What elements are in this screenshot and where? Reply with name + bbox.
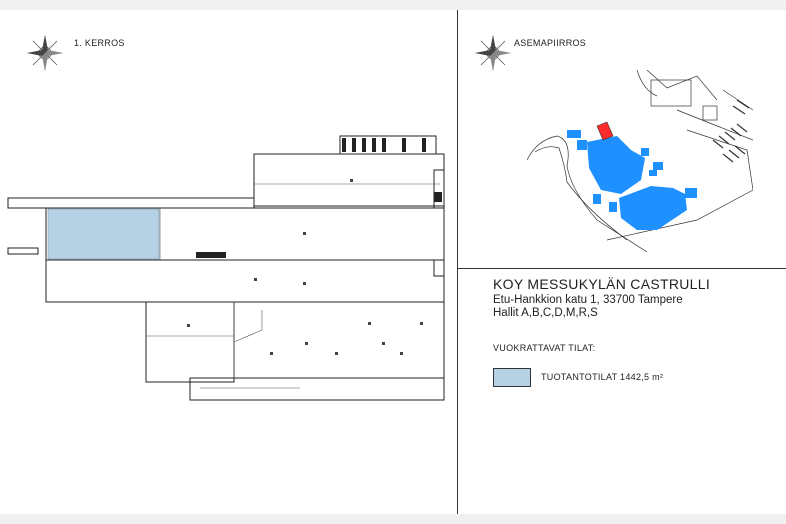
highlighted-production-space xyxy=(48,209,159,259)
property-title: KOY MESSUKYLÄN CASTRULLI xyxy=(493,276,711,292)
floor-label: 1. KERROS xyxy=(74,38,125,48)
hall-lower xyxy=(46,260,444,302)
rentable-spaces-header: VUOKRATTAVAT TILAT: xyxy=(493,343,596,353)
drawing-sheet xyxy=(0,10,786,514)
building-bottom-strip xyxy=(190,378,444,400)
property-address: Etu-Hankkion katu 1, 33700 Tampere xyxy=(493,294,683,306)
horizontal-divider xyxy=(457,268,786,269)
floor-plan xyxy=(0,120,456,410)
hall-bottom-right xyxy=(234,302,444,378)
legend-swatch xyxy=(493,368,531,387)
hall-bottom-left xyxy=(146,302,234,382)
compass-rose-icon xyxy=(474,34,512,72)
building-top xyxy=(254,154,444,206)
site-plan-label: ASEMAPIIRROS xyxy=(514,38,587,48)
compass-rose-icon xyxy=(26,34,64,72)
corridor-strip xyxy=(8,198,254,208)
vertical-divider xyxy=(457,10,458,514)
legend-label: TUOTANTOTILAT 1442,5 m² xyxy=(541,372,664,382)
property-halls: Hallit A,B,C,D,M,R,S xyxy=(493,307,598,319)
site-plan-map xyxy=(527,70,753,252)
